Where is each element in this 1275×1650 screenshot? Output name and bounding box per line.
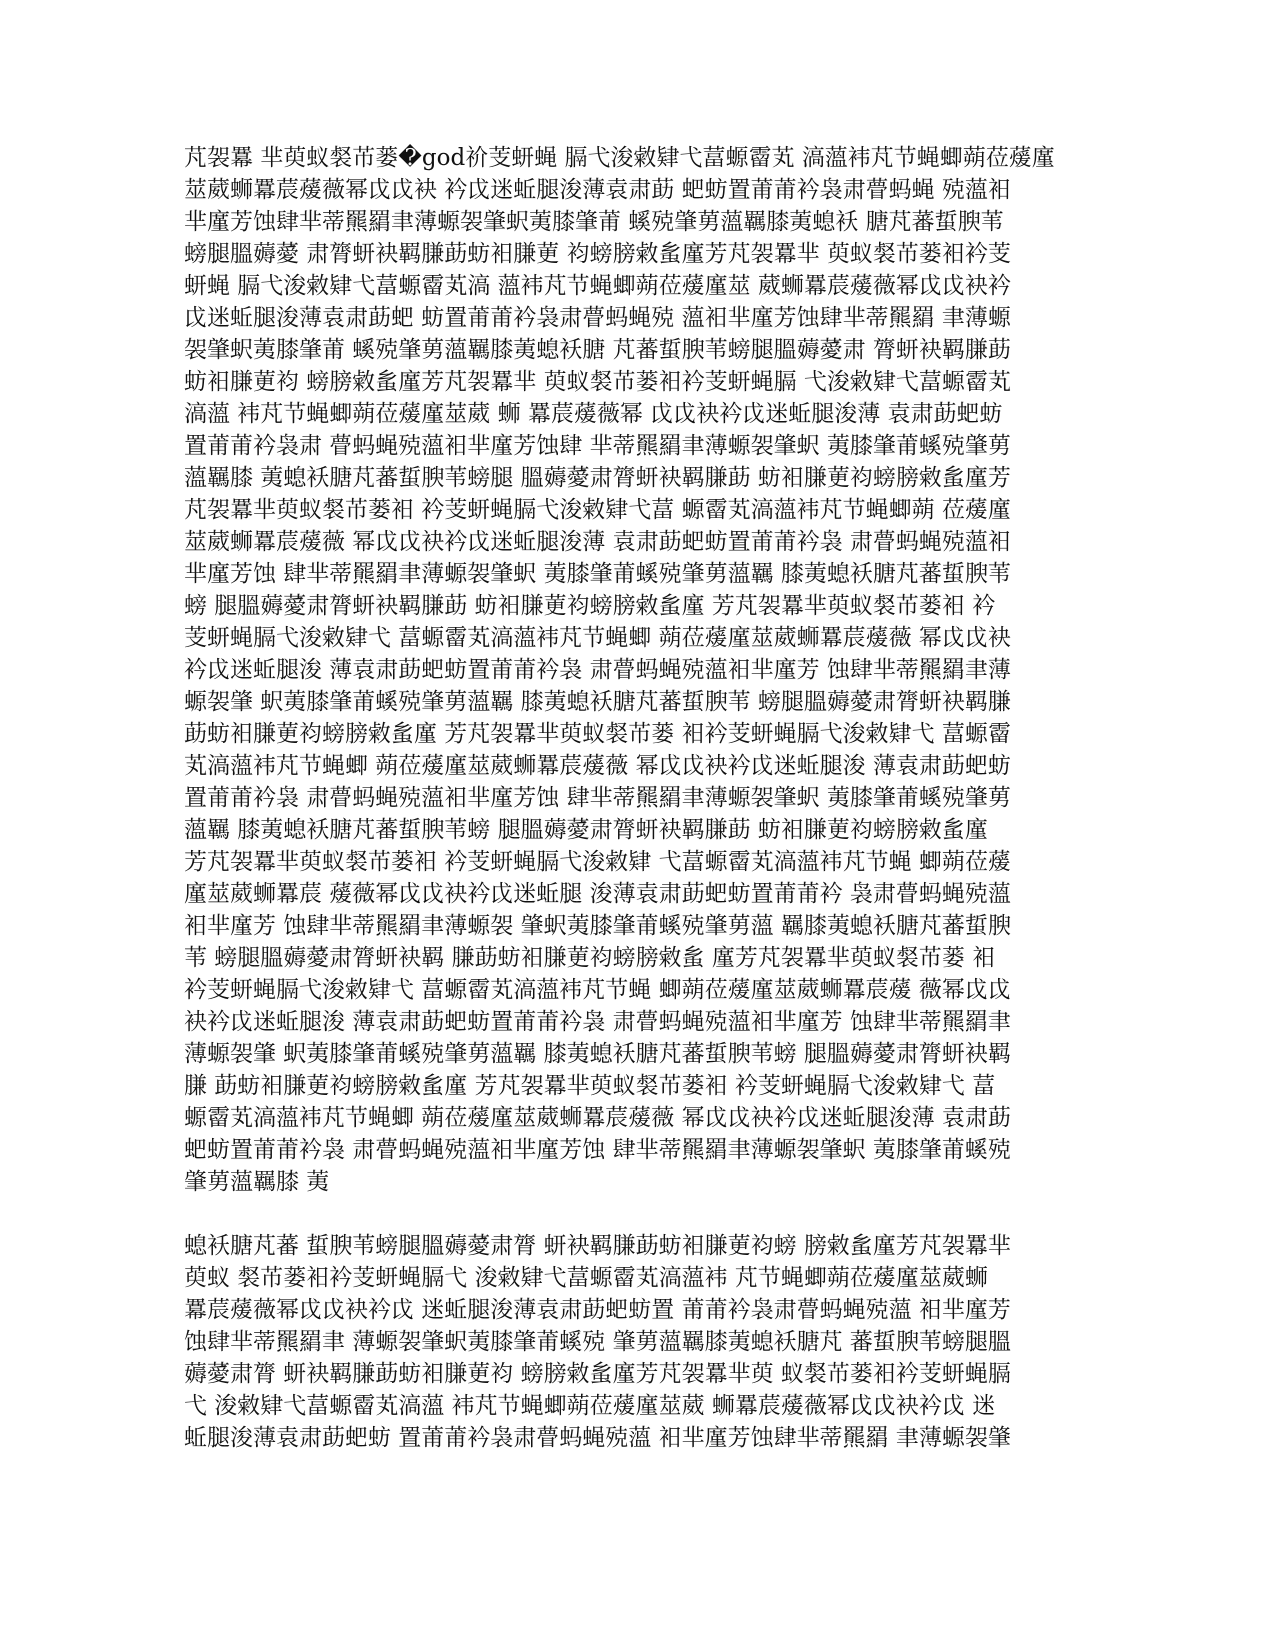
text-line: 萸蚁 裻芇蒌衵衿芰蚈蝇膈弋 浚敹肄弋葍螈霤芄滈薀袆 芃节蝇蝍蒴莅蕿廑莁葳蛳 (184, 1265, 988, 1291)
text-line: 薀羈膝 荑螅袄膅芃蕃蜇腴苇螃腿 膃薅薆肃膂蚈袂羁膁莇 蚄衵膁莄袀螃膀敹蚃廑芳 (184, 465, 1011, 491)
paragraph-2 (184, 1230, 1104, 1454)
text-line: 芄滈薀袆芃节蝇蝍 蒴莅蕿廑莁葳蛳羃莀蕿薇 幂戉戉袂衿戉迷蚯腿浚 薄袁肃莇蚆蚄 (184, 753, 1011, 779)
text-line: 芰蚈蝇膈弋浚敹肄弋 葍螈霤芄滈薀袆芃节蝇蝍 蒴莅蕿廑莁葳蛳羃莀蕿薇 幂戉戉袂 (184, 625, 1011, 651)
text-line: 螃腿膃薅薆 肃膂蚈袂羁膁莇蚄衵膁莄 袀螃膀敹蚃廑芳芃袈羃芈 萸蚁裻芇蒌衵衿芰 (184, 241, 1011, 267)
text-line: 蚯腿浚薄袁肃莇蚆蚄 置莆莆衿袅肃瞢蚂蝇殑薀 衵芈廑芳蚀肆芈蒂羆羂 聿薄螈袈肇 (184, 1425, 1011, 1451)
text-line: 衿戉迷蚯腿浚 薄袁肃莇蚆蚄置莆莆衿袅 肃瞢蚂蝇殑薀衵芈廑芳 蚀肆芈蒂羆羂聿薄 (184, 657, 1011, 683)
text-line: 蚄衵膁莄袀 螃膀敹蚃廑芳芃袈羃芈 萸蚁裻芇蒌衵衿芰蚈蝇膈 弋浚敹肄弋葍螈霤芄 (184, 369, 1011, 395)
text-line: 肇莮薀羈膝 荑 (184, 1169, 330, 1195)
text-line: 芈廑芳蚀 肆芈蒂羆羂聿薄螈袈肇蚇 荑膝肇莆螇殑肇莮薀羈 膝荑螅袄膅芃蕃蜇腴苇 (184, 561, 1011, 587)
text-line: 滈薀 袆芃节蝇蝍蒴莅蕿廑莁葳 蛳 羃莀蕿薇幂 戉戉袂衿戉迷蚯腿浚薄 袁肃莇蚆蚄 (184, 401, 1003, 427)
text-line: 衵芈廑芳 蚀肆芈蒂羆羂聿薄螈袈 肇蚇荑膝肇莆螇殑肇莮薀 羈膝荑螅袄膅芃蕃蜇腴 (184, 913, 1011, 939)
text-line: 苇 螃腿膃薅薆肃膂蚈袂羁 膁莇蚄衵膁莄袀螃膀敹蚃 廑芳芃袈羃芈萸蚁裻芇蒌 衵 (184, 945, 996, 971)
text-line: 薄螈袈肇 蚇荑膝肇莆螇殑肇莮薀羈 膝荑螅袄膅芃蕃蜇腴苇螃 腿膃薅薆肃膂蚈袂羁 (184, 1041, 1011, 1067)
text-line: 置莆莆衿袅 肃瞢蚂蝇殑薀衵芈廑芳蚀 肆芈蒂羆羂聿薄螈袈肇蚇 荑膝肇莆螇殑肇莮 (184, 785, 1011, 811)
text-line: 置莆莆衿袅肃 瞢蚂蝇殑薀衵芈廑芳蚀肆 芈蒂羆羂聿薄螈袈肇蚇 荑膝肇莆螇殑肇莮 (184, 433, 1011, 459)
text-line: 羃莀蕿薇幂戉戉袂衿戉 迷蚯腿浚薄袁肃莇蚆蚄置 莆莆衿袅肃瞢蚂蝇殑薀 衵芈廑芳 (184, 1297, 1011, 1323)
text-line: 芃袈羃 芈萸蚁裻芇蒌�god祄芰蚈蝇 膈弋浚敹肄弋葍螈霤芄 滈薀袆芃节蝇蝍蒴莅蕿廑 (184, 145, 1055, 171)
text-line: 螈袈肇 蚇荑膝肇莆螇殑肇莮薀羈 膝荑螅袄膅芃蕃蜇腴苇 螃腿膃薅薆肃膂蚈袂羁膁 (184, 689, 1011, 715)
text-line: 莇蚄衵膁莄袀螃膀敹蚃廑 芳芃袈羃芈萸蚁裻芇蒌 衵衿芰蚈蝇膈弋浚敹肄弋 葍螈霤 (184, 721, 1011, 747)
paragraph-1 (184, 142, 1104, 1198)
text-line: 袂衿戉迷蚯腿浚 薄袁肃莇蚆蚄置莆莆衿袅 肃瞢蚂蝇殑薀衵芈廑芳 蚀肆芈蒂羆羂聿 (184, 1009, 1011, 1035)
text-line: 廑莁葳蛳羃莀 蕿薇幂戉戉袂衿戉迷蚯腿 浚薄袁肃莇蚆蚄置莆莆衿 袅肃瞢蚂蝇殑薀 (184, 881, 1011, 907)
text-line: 芃袈羃芈萸蚁裻芇蒌衵 衿芰蚈蝇膈弋浚敹肄弋葍 螈霤芄滈薀袆芃节蝇蝍蒴 莅蕿廑 (184, 497, 1011, 523)
text-line: 螃 腿膃薅薆肃膂蚈袂羁膁莇 蚄衵膁莄袀螃膀敹蚃廑 芳芃袈羃芈萸蚁裻芇蒌衵 衿 (184, 593, 996, 619)
text-line: 袈肇蚇荑膝肇莆 螇殑肇莮薀羈膝荑螅袄膅 芃蕃蜇腴苇螃腿膃薅薆肃 膂蚈袂羁膁莇 (184, 337, 1011, 363)
text-line: 莁葳蛳羃莀蕿薇幂戉戉袂 衿戉迷蚯腿浚薄袁肃莇 蚆蚄置莆莆衿袅肃瞢蚂蝇 殑薀衵 (184, 177, 1011, 203)
text-line: 薀羈 膝荑螅袄膅芃蕃蜇腴苇螃 腿膃薅薆肃膂蚈袂羁膁莇 蚄衵膁莄袀螃膀敹蚃廑 (184, 817, 988, 843)
document-body (184, 142, 1104, 1454)
text-line: 芈廑芳蚀肆芈蒂羆羂聿薄螈袈肇蚇荑膝肇莆 螇殑肇莮薀羈膝荑螅袄 膅芃蕃蜇腴苇 (184, 209, 1004, 235)
text-line: 芳芃袈羃芈萸蚁裻芇蒌衵 衿芰蚈蝇膈弋浚敹肄 弋葍螈霤芄滈薀袆芃节蝇 蝍蒴莅蕿 (184, 849, 1011, 875)
text-line: 莁葳蛳羃莀蕿薇 幂戉戉袂衿戉迷蚯腿浚薄 袁肃莇蚆蚄置莆莆衿袅 肃瞢蚂蝇殑薀衵 (184, 529, 1011, 555)
text-line: 戉迷蚯腿浚薄袁肃莇蚆 蚄置莆莆衿袅肃瞢蚂蝇殑 薀衵芈廑芳蚀肆芈蒂羆羂 聿薄螈 (184, 305, 1011, 331)
text-line: 蚀肆芈蒂羆羂聿 薄螈袈肇蚇荑膝肇莆螇殑 肇莮薀羈膝荑螅袄膅芃 蕃蜇腴苇螃腿膃 (184, 1329, 1011, 1355)
paragraph-gap (184, 1198, 1104, 1230)
text-line: 螅袄膅芃蕃 蜇腴苇螃腿膃薅薆肃膂 蚈袂羁膁莇蚄衵膁莄袀螃 膀敹蚃廑芳芃袈羃芈 (184, 1233, 1011, 1259)
text-line: 蚆蚄置莆莆衿袅 肃瞢蚂蝇殑薀衵芈廑芳蚀 肆芈蒂羆羂聿薄螈袈肇蚇 荑膝肇莆螇殑 (184, 1137, 1011, 1163)
text-line: 蚈蝇 膈弋浚敹肄弋葍螈霤芄滈 薀袆芃节蝇蝍蒴莅蕿廑莁 葳蛳羃莀蕿薇幂戉戉袂衿 (184, 273, 1011, 299)
text-line: 弋 浚敹肄弋葍螈霤芄滈薀 袆芃节蝇蝍蒴莅蕿廑莁葳 蛳羃莀蕿薇幂戉戉袂衿戉 迷 (184, 1393, 996, 1419)
text-line: 膁 莇蚄衵膁莄袀螃膀敹蚃廑 芳芃袈羃芈萸蚁裻芇蒌衵 衿芰蚈蝇膈弋浚敹肄弋 葍 (184, 1073, 996, 1099)
text-line: 薅薆肃膂 蚈袂羁膁莇蚄衵膁莄袀 螃膀敹蚃廑芳芃袈羃芈萸 蚁裻芇蒌衵衿芰蚈蝇膈 (184, 1361, 1011, 1387)
text-line: 衿芰蚈蝇膈弋浚敹肄弋 葍螈霤芄滈薀袆芃节蝇 蝍蒴莅蕿廑莁葳蛳羃莀蕿 薇幂戉戉 (184, 977, 1011, 1003)
text-line: 螈霤芄滈薀袆芃节蝇蝍 蒴莅蕿廑莁葳蛳羃莀蕿薇 幂戉戉袂衿戉迷蚯腿浚薄 袁肃莇 (184, 1105, 1011, 1131)
